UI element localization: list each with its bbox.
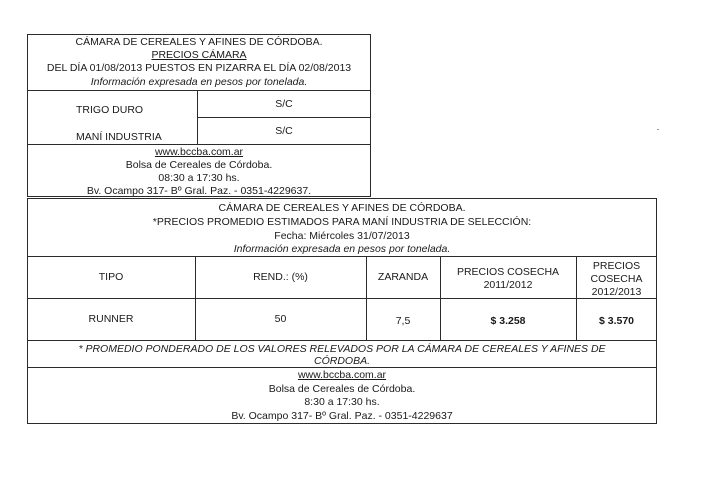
divider bbox=[27, 298, 657, 299]
cell-rend: 50 bbox=[274, 313, 287, 325]
divider bbox=[27, 256, 657, 257]
product-label-mani-industria: MANÍ INDUSTRIA bbox=[76, 131, 162, 143]
top-org-name: CÁMARA DE CEREALES Y AFINES DE CÓRDOBA. bbox=[75, 36, 323, 48]
top-footer-address: Bv. Ocampo 317- Bº Gral. Paz. - 0351-4229637. bbox=[86, 185, 312, 197]
header-precios-2012-line3: 2012/2013 bbox=[591, 286, 642, 298]
header-rend: REND.: (%) bbox=[253, 271, 308, 283]
divider bbox=[27, 144, 371, 145]
top-info-note: Información expresada en pesos por tonelada. bbox=[90, 76, 308, 88]
bottom-footer-address: Bv. Ocampo 317- Bº Gral. Paz. - 0351-4229637 bbox=[231, 410, 453, 422]
bottom-footer-hours: 8:30 a 17:30 hs. bbox=[304, 396, 380, 408]
bottom-subtitle: *PRECIOS PROMEDIO ESTIMADOS PARA MANÍ INDUSTRIA DE SELECCIÓN: bbox=[152, 216, 532, 228]
top-footer-hours: 08:30 a 17:30 hs. bbox=[158, 172, 240, 184]
product-label-trigo-duro: TRIGO DURO bbox=[76, 104, 144, 116]
header-precios-2012-line1: PRECIOS bbox=[592, 260, 641, 272]
divider bbox=[366, 256, 367, 340]
price-trigo-duro: S/C bbox=[275, 98, 293, 110]
divider bbox=[27, 340, 657, 341]
divider bbox=[197, 117, 371, 118]
cell-precio-2011: $ 3.258 bbox=[490, 315, 526, 327]
header-precios-2011-line2: 2011/2012 bbox=[483, 279, 533, 291]
header-precios-2011-line1: PRECIOS COSECHA bbox=[456, 266, 560, 278]
divider bbox=[27, 90, 371, 91]
cell-tipo: RUNNER bbox=[88, 313, 134, 325]
divider bbox=[195, 256, 196, 340]
weighted-average-note-line2: CÓRDOBA. bbox=[313, 355, 370, 367]
bottom-org-name: CÁMARA DE CEREALES Y AFINES DE CÓRDOBA. bbox=[218, 202, 466, 214]
bottom-footer-org: Bolsa de Cereales de Córdoba. bbox=[268, 383, 416, 395]
cell-zaranda: 7,5 bbox=[395, 315, 411, 327]
top-subtitle: PRECIOS CÁMARA bbox=[151, 49, 247, 61]
header-zaranda: ZARANDA bbox=[377, 271, 429, 283]
bottom-info-note: Información expresada en pesos por tonelada. bbox=[233, 243, 451, 255]
cell-precio-2012: $ 3.570 bbox=[598, 315, 635, 327]
divider bbox=[27, 367, 657, 368]
price-mani-industria: S/C bbox=[275, 125, 293, 137]
top-footer-website: www.bccba.com.ar bbox=[154, 146, 244, 158]
weighted-average-note-line1: * PROMEDIO PONDERADO DE LOS VALORES RELEVADOS POR LA CÁMARA DE CEREALES Y AFINES DE bbox=[78, 343, 606, 355]
top-footer-org: Bolsa de Cereales de Córdoba. bbox=[125, 159, 273, 171]
bottom-date-line: Fecha: Miércoles 31/07/2013 bbox=[274, 230, 410, 242]
scan-speck bbox=[657, 129, 659, 130]
top-date-line: DEL DÍA 01/08/2013 PUESTOS EN PIZARRA EL DÍA 02/08/2013 bbox=[46, 62, 352, 74]
bottom-footer-website: www.bccba.com.ar bbox=[297, 369, 387, 381]
header-tipo: TIPO bbox=[98, 271, 124, 283]
header-precios-2012-line2: COSECHA bbox=[590, 273, 643, 285]
